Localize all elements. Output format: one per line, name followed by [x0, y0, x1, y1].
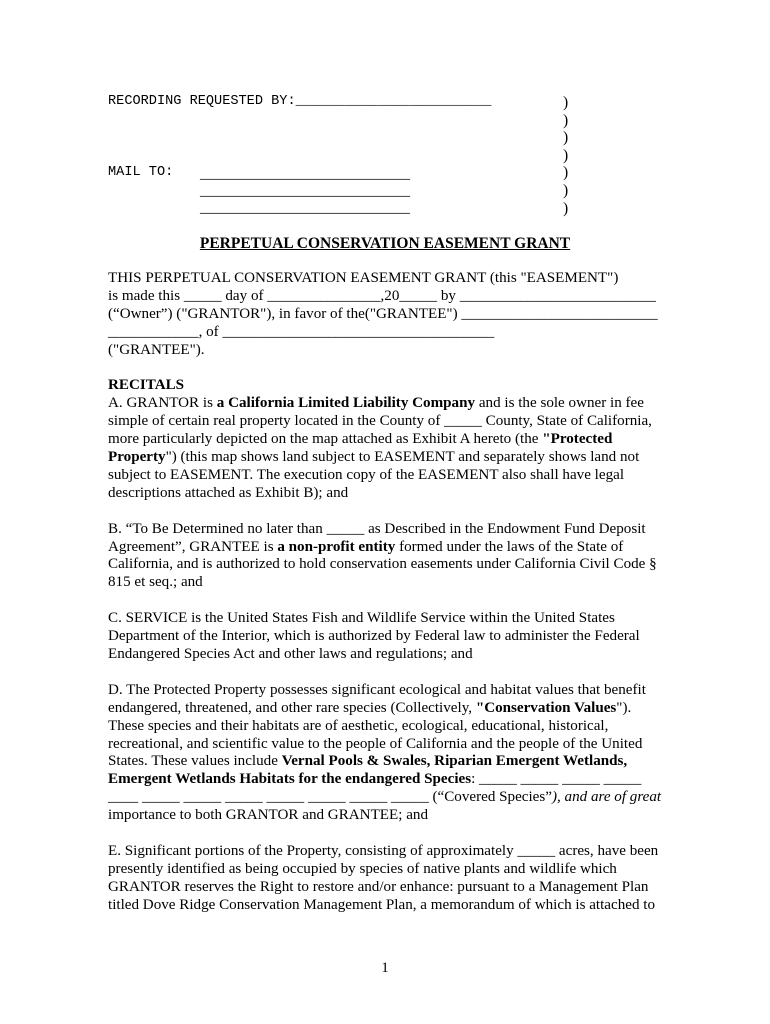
paren: ) — [563, 181, 569, 199]
recital-line: Agreement”, GRANTEE is a non-profit entity formed under the laws of the State of — [108, 538, 624, 555]
recital-line: D. The Protected Property possesses significant ecological and habitat values that benefit — [108, 681, 646, 698]
recital-line: more particularly depicted on the map attached as Exhibit A hereto (the "Protected — [108, 431, 613, 448]
recital-c — [108, 610, 664, 664]
recital-line: California, and is authorized to hold conservation easements under California Civil Code § — [108, 556, 657, 573]
paren: ) — [563, 146, 569, 164]
recital-line: recreational, and scientific value to the people of California and the people of the United — [108, 735, 643, 752]
recital-b — [108, 521, 664, 593]
recital-line: presently identified as being occupied by species of native plants and wildlife which — [108, 860, 617, 877]
intro-line: ("GRANTEE"). — [108, 341, 205, 358]
recital-d — [108, 682, 664, 825]
intro-line: (“Owner”) ("GRANTOR"), in favor of the("GRANTEE") __________________________ — [108, 305, 658, 322]
document-body — [108, 270, 664, 932]
recital-line: A. GRANTOR is a California Limited Liability Company and is the sole owner in fee — [108, 395, 644, 412]
intro-line: is made this _____ day of _______________,20_____ by __________________________ — [108, 287, 656, 304]
recital-line: 815 et seq.; and — [108, 574, 203, 591]
recital-line: C. SERVICE is the United States Fish and Wildlife Service within the United States — [108, 610, 615, 627]
intro-paragraph — [108, 270, 664, 360]
paren: ) — [563, 111, 569, 129]
recital-line: endangered, threatened, and other rare species (Collectively, "Conservation Values"). — [108, 699, 632, 716]
recital-line: descriptions attached as Exhibit B); and — [108, 484, 349, 501]
paren: ) — [563, 199, 569, 217]
recital-line: Emergent Wetlands Habitats for the endangered Species: _____ _____ _____ _____ — [108, 771, 642, 788]
recital-line: Property") (this map shows land subject to EASEMENT and separately shows land not — [108, 449, 640, 466]
recital-line: B. “To Be Determined no later than _____ as Described in the Endowment Fund Deposit — [108, 520, 646, 537]
page-number: 1 — [381, 960, 389, 976]
recital-line: subject to EASEMENT. The execution copy of the EASEMENT also shall have legal — [108, 466, 625, 483]
intro-line: THIS PERPETUAL CONSERVATION EASEMENT GRANT (this "EASEMENT") — [108, 270, 619, 286]
recital-e — [108, 843, 664, 915]
recital-line: ____ _____ _____ _____ _____ _____ _____ _____ (“Covered Species”), and are of great — [108, 789, 662, 806]
recitals-heading: RECITALS — [108, 377, 185, 394]
recital-line: Endangered Species Act and other laws and regulations; and — [108, 645, 473, 662]
recital-line: titled Dove Ridge Conservation Management Plan, a memorandum of which is attached to — [108, 896, 656, 913]
paren: ) — [563, 129, 569, 147]
mail-to-line-3: ____________________________ — [200, 200, 410, 216]
recital-line: importance to both GRANTOR and GRANTEE; and — [108, 807, 428, 824]
document-title: PERPETUAL CONSERVATION EASEMENT GRANT — [199, 235, 571, 252]
mail-to-line-1: ____________________________ — [200, 166, 410, 182]
mail-to-line-2: ____________________________ — [200, 183, 410, 199]
recital-line: States. These values include Vernal Pools & Swales, Riparian Emergent Wetlands, — [108, 753, 628, 770]
recital-line: simple of certain real property located in the County of _____ County, State of California, — [108, 413, 652, 430]
recital-line: These species and their habitats are of aesthetic, ecological, educational, historical, — [108, 717, 609, 734]
recital-line: GRANTOR reserves the Right to restore and/or enhance: pursuant to a Management Plan — [108, 878, 649, 895]
recital-line: Department of the Interior, which is authorized by Federal law to administer the Federal — [108, 628, 640, 645]
recital-line: E. Significant portions of the Property, consisting of approximately _____ acres, have been — [108, 842, 659, 859]
recording-requested-by: RECORDING REQUESTED BY:________________________ — [108, 94, 492, 109]
recital-a — [108, 377, 664, 502]
intro-line: ____________, of ____________________________________ — [108, 323, 495, 340]
recording-parens-column — [563, 94, 575, 217]
paren: ) — [563, 94, 569, 111]
mail-to-label: MAIL TO: — [108, 165, 174, 180]
paren: ) — [563, 164, 569, 182]
